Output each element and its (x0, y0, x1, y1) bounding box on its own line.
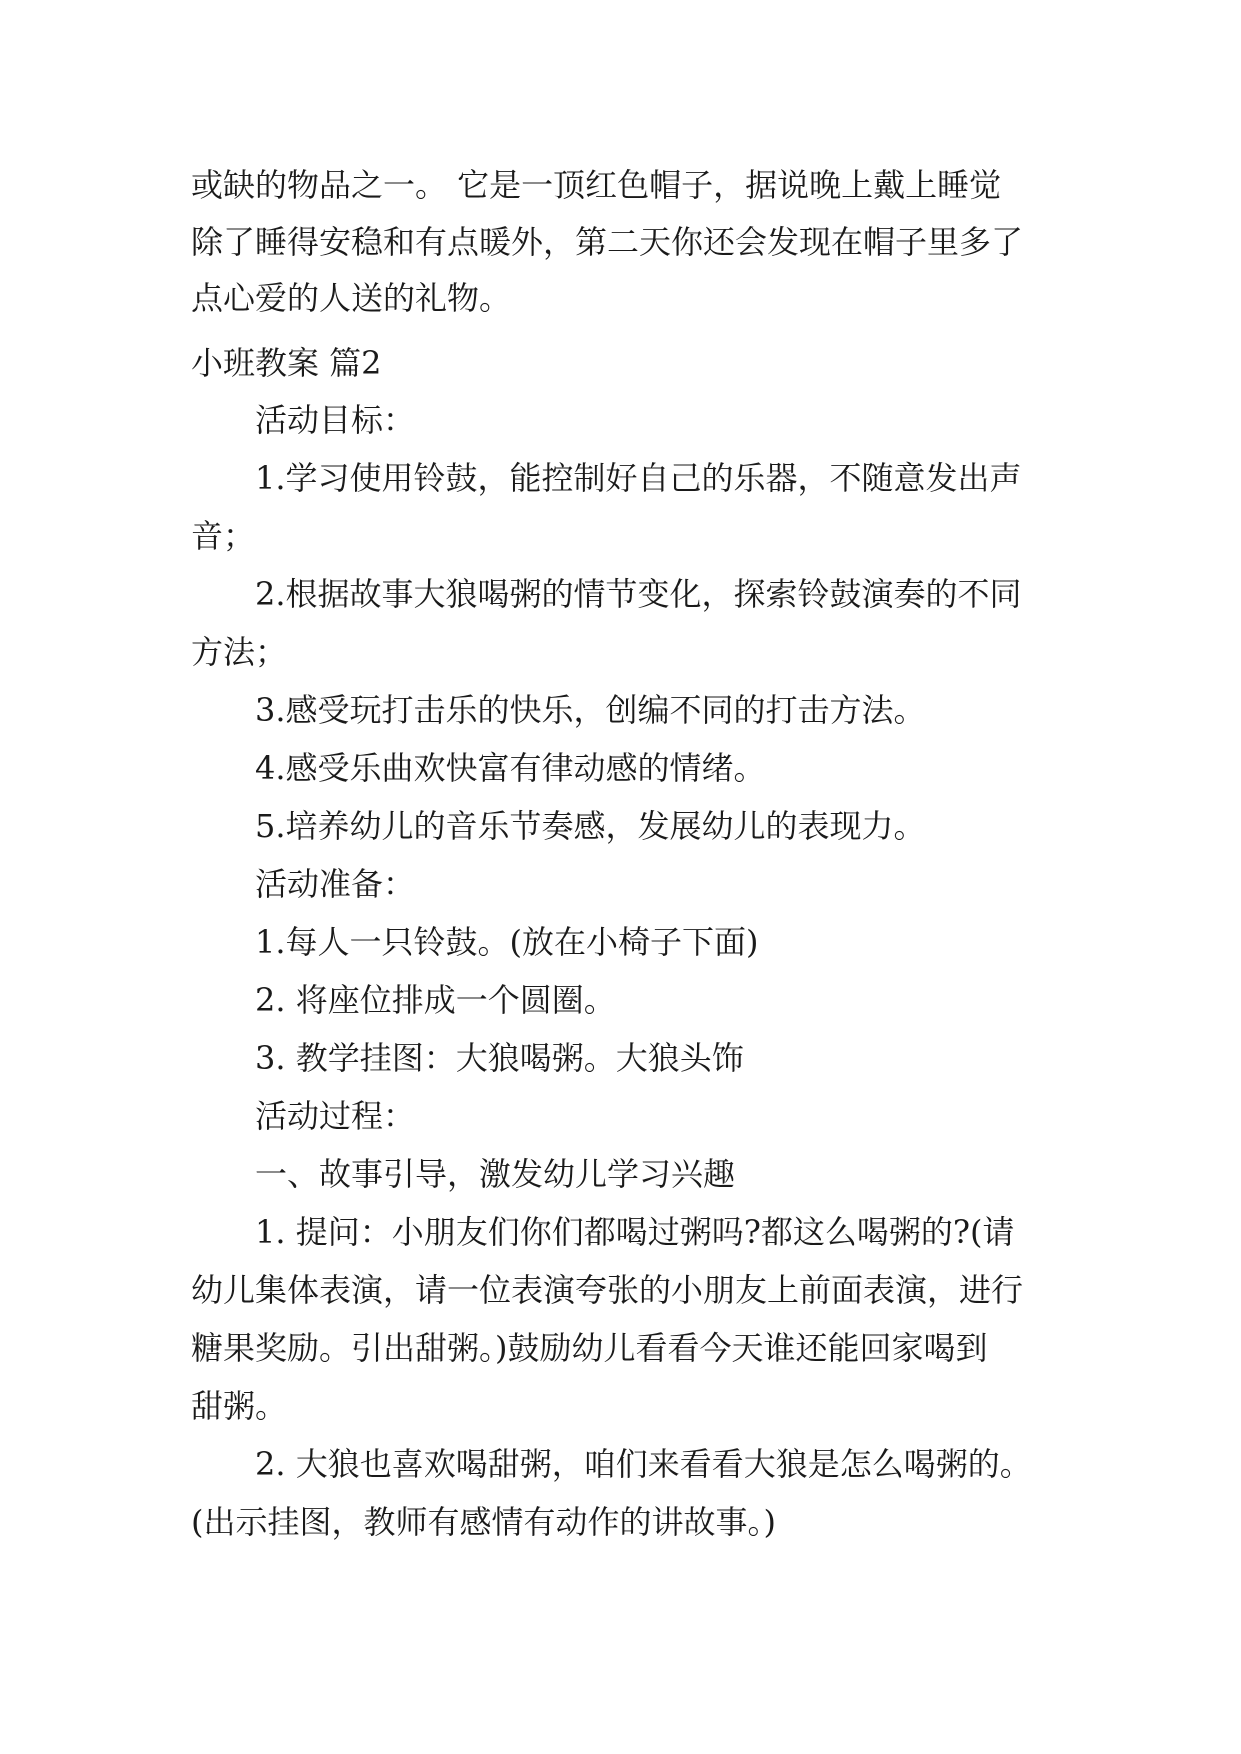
text-line: 除了睡得安稳和有点暖外，第二天你还会发现在帽子里多了 (191, 223, 1024, 261)
text-line: 糖果奖励。引出甜粥。)鼓励幼儿看看今天谁还能回家喝到 (191, 1329, 988, 1367)
text-line: 音； (191, 517, 256, 555)
text-line: 1. 提问：小朋友们你们都喝过粥吗?都这么喝粥的?(请 (255, 1213, 1015, 1251)
text-line: 3.感受玩打击乐的快乐，创编不同的打击方法。 (255, 691, 926, 729)
subheading: 活动目标： (255, 401, 416, 439)
text-line: 甜粥。 (191, 1387, 288, 1425)
text-line: 5.培养幼儿的音乐节奏感，发展幼儿的表现力。 (255, 807, 926, 845)
text-line: 幼儿集体表演，请一位表演夸张的小朋友上前面表演，进行 (191, 1271, 1024, 1309)
text-line: 2.根据故事大狼喝粥的情节变化，探索铃鼓演奏的不同 (255, 575, 1022, 613)
text-line: 方法； (191, 633, 288, 671)
text-line: 点心爱的人送的礼物。 (191, 279, 512, 317)
text-line: 4.感受乐曲欢快富有律动感的情绪。 (255, 749, 766, 787)
text-line: 1.每人一只铃鼓。(放在小椅子下面) (255, 923, 759, 961)
section-heading: 小班教案 篇2 (191, 344, 382, 382)
text-line: 2. 大狼也喜欢喝甜粥，咱们来看看大狼是怎么喝粥的。 (255, 1445, 1032, 1483)
text-line: 或缺的物品之一。 它是一顶红色帽子，据说晚上戴上睡觉 (191, 166, 1002, 204)
text-line: 2. 将座位排成一个圆圈。 (255, 981, 616, 1019)
text-line: 一、故事引导，激发幼儿学习兴趣 (255, 1155, 736, 1193)
text-line: 1.学习使用铃鼓，能控制好自己的乐器，不随意发出声 (255, 459, 1022, 497)
subheading: 活动过程： (255, 1097, 416, 1135)
text-line: (出示挂图，教师有感情有动作的讲故事。) (191, 1503, 776, 1541)
text-line: 3. 教学挂图：大狼喝粥。大狼头饰 (255, 1039, 744, 1077)
subheading: 活动准备： (255, 865, 416, 903)
